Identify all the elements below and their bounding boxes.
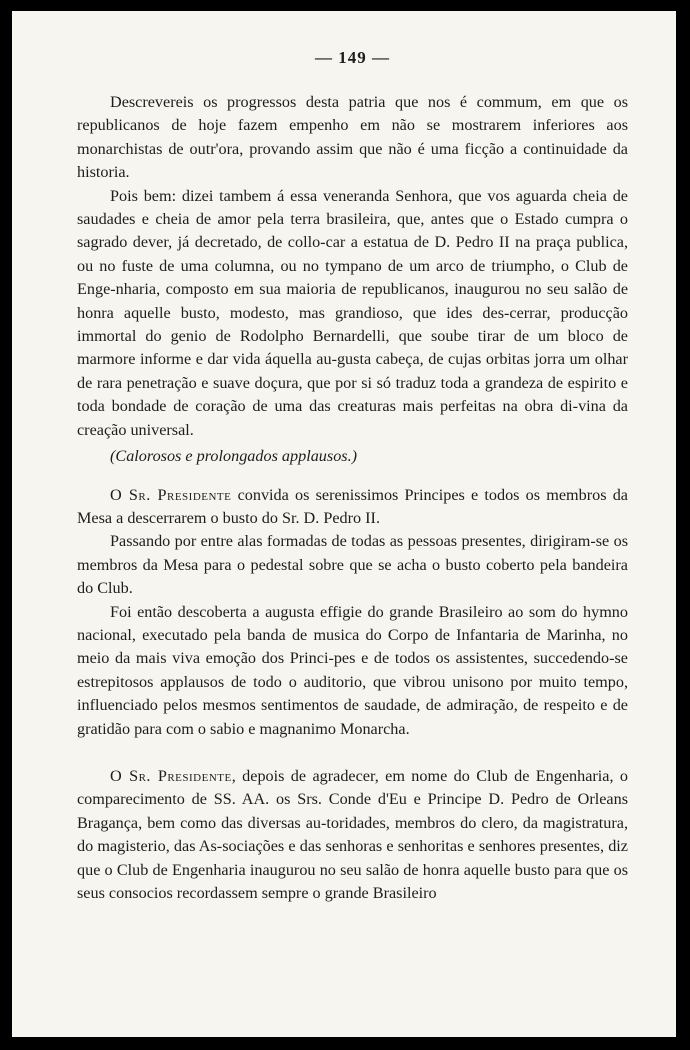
paragraph-procession: Passando por entre alas formadas de todas as pessoas presentes, dirigiram-se os membros da Mesa para o pedestal sobre que se acha o busto coberto pela bandeira do Club.	[77, 532, 628, 598]
paragraph-president-2	[77, 765, 628, 905]
applause-note: (Calorosos e prolongados applausos.)	[110, 447, 358, 466]
paragraph-president-1	[77, 484, 628, 531]
page-text	[77, 48, 628, 905]
speaker-name: O Sr. Presidente	[110, 766, 232, 785]
paragraph-president-1-text: convida os serenissimos Principes e todos os membros da Mesa a descerrarem o busto do Sr. D. Pedro II.	[77, 485, 628, 527]
paragraph-president-2-text: , depois de agradecer, em nome do Club de Engenharia, o comparecimento de SS. AA. os Srs. Conde d'Eu e Principe D. Pedro de Orleans Bragança, bem como das diversas au-toridades, membros do clero, da magistratura, do magisterio, das As-sociações e das senhoras e senhoritas e senhores presentes, diz que o Club de Engenharia inaugurou no seu salão de honra aquelle busto para que os seus consocios recordassem sempre o grande Brasileiro	[77, 766, 628, 902]
paragraph-unveiling: Foi então descoberta a augusta effigie do grande Brasileiro ao som do hymno nacional, executado pela banda de musica do Corpo de Infantaria de Marinha, no meio da mais viva emoção dos Princi-pes e de todos os assistentes, succedendo-se estrepitosos applausos de todo o auditorio, que vibrou unisono por muito tempo, influenciado pelos mesmos sentimentos de saudade, de admiração, de respeito e de gratidão para com o sabio e magnanimo Monarcha.	[77, 602, 628, 738]
paragraph-1: Descrevereis os progressos desta patria que nos é commum, em que os republicanos de hoje fazem empenho em não se mostrarem inferiores aos monarchistas de outr'ora, provando assim que não é uma ficção a continuidade da historia.	[77, 93, 628, 182]
book-page	[12, 11, 676, 1037]
paragraph-2: Pois bem: dizei tambem á essa veneranda Senhora, que vos aguarda cheia de saudades e cheia de amor pela terra brasileira, que, antes que o Estado cumpra o sagrado dever, já decretado, de collo-car a estatua de D. Pedro II na praça publica, ou no fuste de uma columna, ou no tympano de um arco de triumpho, o Club de Enge-nharia, composto em sua maioria de republicanos, inaugurou no seu salão de honra aquelle busto, modesto, mas grandioso, que ides des-cerrar, producção immortal do genio de Rodolpho Bernardelli, que soube tirar de um bloco de marmore informe e dar vida áquella au-gusta cabeça, de cujas orbitas jorra um olhar de rara penetração e suave doçura, que por si só traduz toda a grandeza de espirito e toda bondade de coração de uma das creaturas mais perfeitas na obra di-vina da creação universal.	[77, 186, 628, 439]
speaker-name: O Sr. Presidente	[110, 485, 232, 504]
page-number: — 149 —	[315, 48, 390, 67]
